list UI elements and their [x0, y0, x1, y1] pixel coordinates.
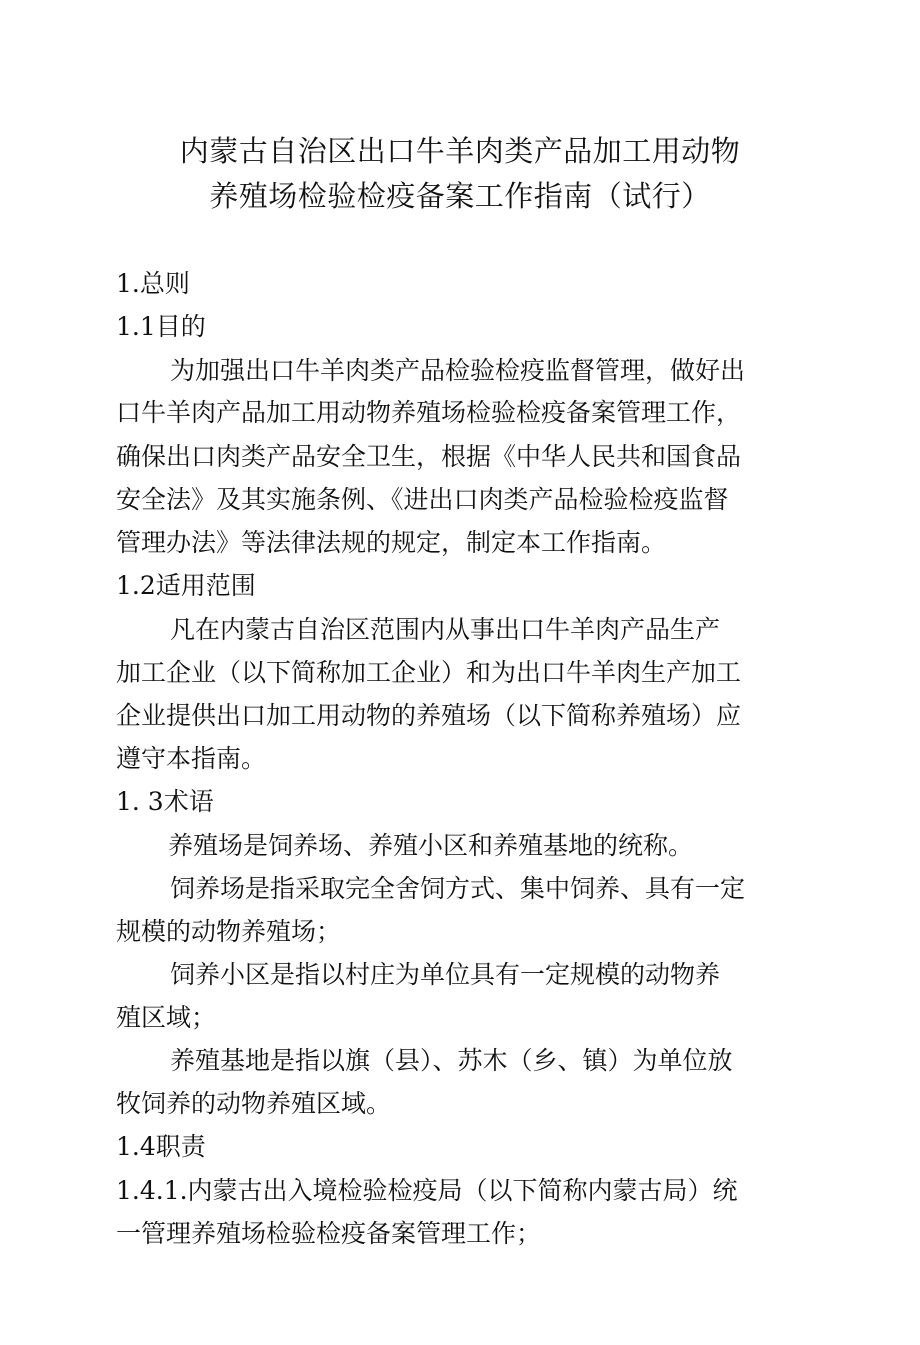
paragraph-line: 一管理养殖场检验检疫备案管理工作；: [116, 1219, 542, 1248]
paragraph-line: 牧饲养的动物养殖区域。: [116, 1089, 392, 1118]
paragraph-line: 为加强出口牛羊肉类产品检验检疫监督管理，做好出: [170, 356, 746, 385]
paragraph-line: 加工企业（以下简称加工企业）和为出口牛羊肉生产加工: [116, 658, 742, 687]
document-title-line-1: 内蒙古自治区出口牛羊肉类产品加工用动物: [179, 134, 741, 168]
document-title-line-2: 养殖场检验检疫备案工作指南（试行）: [209, 179, 711, 213]
paragraph-line: 养殖基地是指以旗（县）、苏木（乡、镇）为单位放: [170, 1046, 733, 1075]
section-heading-terms: 1. 3术语: [116, 787, 214, 816]
paragraph-line: 确保出口肉类产品安全卫生，根据《中华人民共和国食品: [116, 442, 742, 471]
section-heading-duties: 1.4职责: [116, 1132, 206, 1161]
paragraph-line: 养殖场是饲养场、养殖小区和养殖基地的统称。: [168, 831, 694, 860]
paragraph-line: 殖区域；: [116, 1003, 217, 1032]
paragraph-line: 规模的动物养殖场；: [116, 917, 342, 946]
paragraph-line: 管理办法》等法律法规的规定，制定本工作指南。: [116, 528, 667, 557]
paragraph-line: 饲养场是指采取完全舍饲方式、集中饲养、具有一定: [170, 874, 746, 903]
paragraph-line: 饲养小区是指以村庄为单位具有一定规模的动物养: [170, 960, 721, 989]
paragraph-line: 1.4.1.内蒙古出入境检验检疫局（以下简称内蒙古局）统: [116, 1176, 738, 1205]
paragraph-line: 口牛羊肉产品加工用动物养殖场检验检疫备案管理工作，: [116, 398, 742, 427]
paragraph-line: 安全法》及其实施条例、《进出口肉类产品检验检疫监督: [116, 485, 729, 514]
section-heading-scope: 1.2适用范围: [116, 571, 256, 600]
paragraph-line: 企业提供出口加工用动物的养殖场（以下简称养殖场）应: [116, 701, 742, 730]
section-heading-purpose: 1.1目的: [116, 312, 206, 341]
section-heading-general: 1.总则: [116, 269, 190, 298]
paragraph-line: 凡在内蒙古自治区范围内从事出口牛羊肉产品生产: [170, 615, 721, 644]
paragraph-line: 遵守本指南。: [116, 744, 267, 773]
